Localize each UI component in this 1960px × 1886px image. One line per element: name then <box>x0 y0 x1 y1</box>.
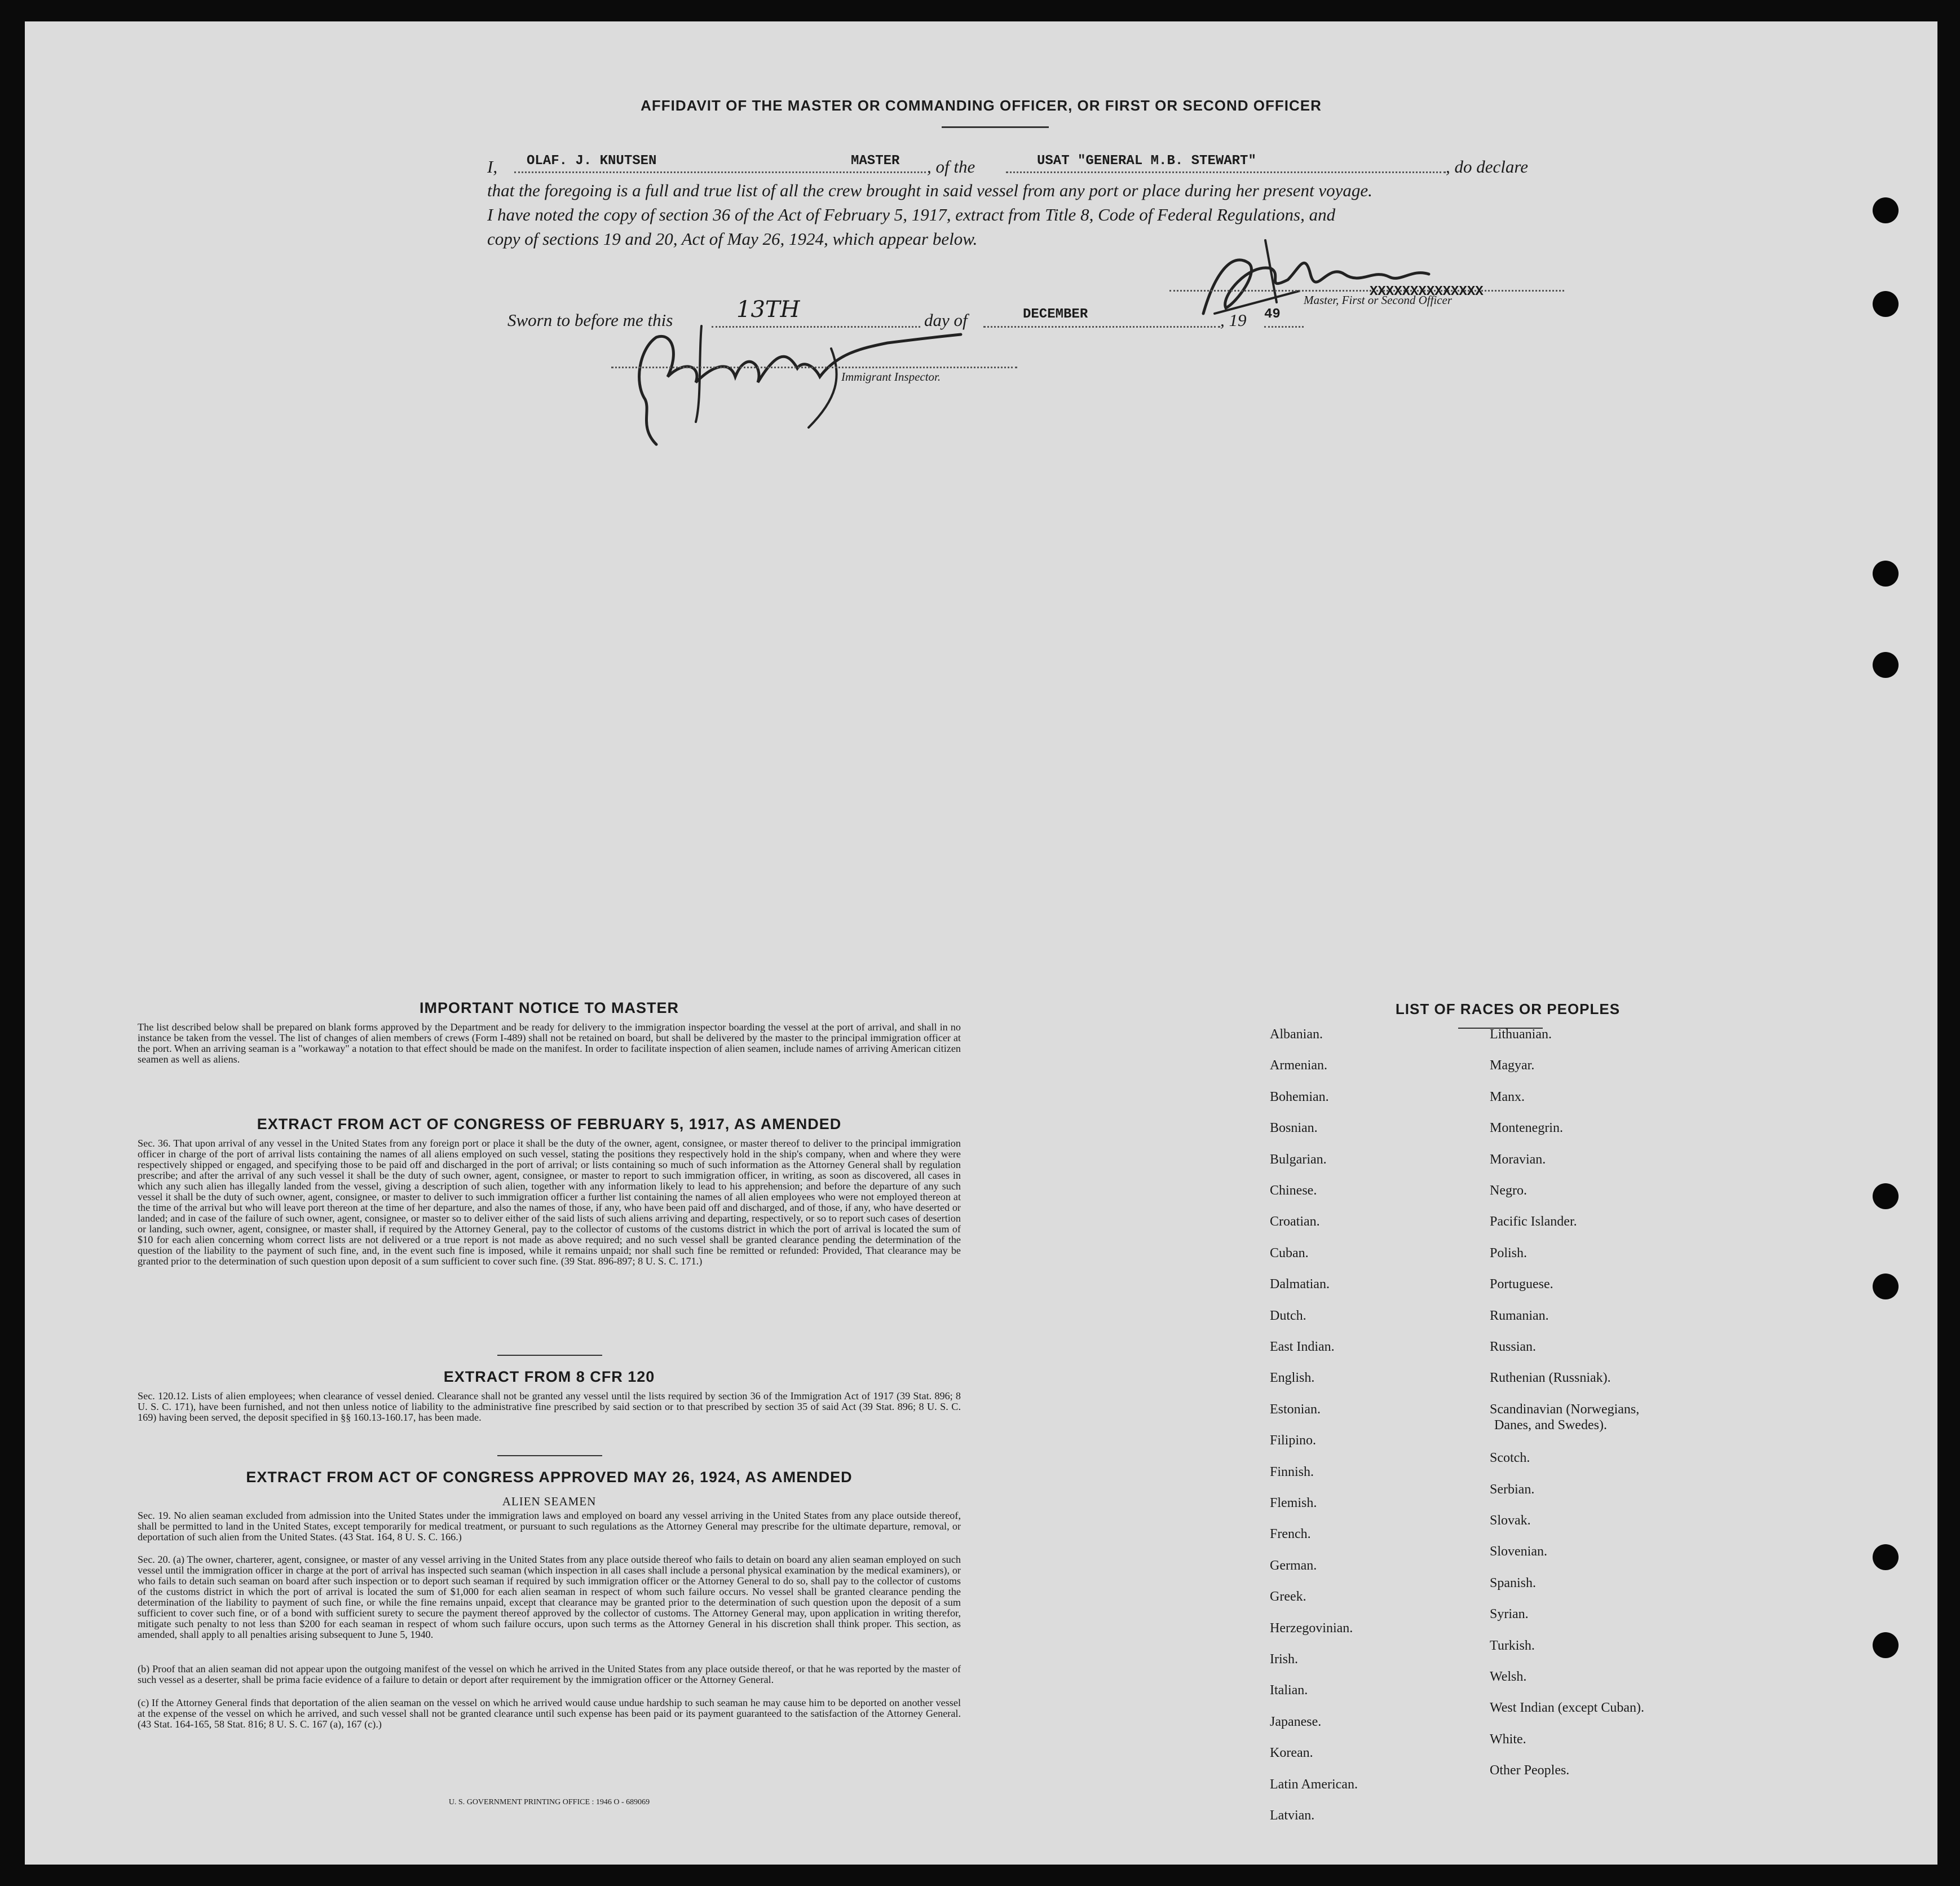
race-item: Bulgarian. <box>1270 1152 1327 1167</box>
declaration-line-3: copy of sections 19 and 20, Act of May 26, 1924, which appear below. <box>487 229 978 249</box>
race-item: Spanish. <box>1490 1575 1537 1590</box>
race-item: French. <box>1270 1527 1311 1542</box>
affidavit-title: AFFIDAVIT OF THE MASTER OR COMMANDING OFFICER, OR FIRST OR SECOND OFFICER <box>641 97 1322 114</box>
sworn-text: Sworn to before me this <box>507 310 673 330</box>
race-item: Italian. <box>1270 1683 1308 1698</box>
races-title: LIST OF RACES OR PEOPLES <box>1395 1001 1621 1017</box>
cfr-title: EXTRACT FROM 8 CFR 120 <box>443 1368 655 1385</box>
punch-hole <box>1873 1544 1899 1570</box>
race-item: Japanese. <box>1270 1714 1322 1729</box>
title-divider <box>942 126 1049 128</box>
race-item: White. <box>1490 1731 1526 1747</box>
race-item: Herzegovinian. <box>1270 1620 1353 1636</box>
notice-to-master-text: The list described below shall be prepared on blank forms approved by the Department and be ready for delivery to the immigration inspector boarding the vessel at the port of arrival, and shall in no instance be taken from the vessel. The list of changes of alien members of crews (Form I-489) shall not be retained on board, but shall be delivered by the master to the principal immigration officer at the port. When an arriving seaman is a "workaway" a notation to that effect should be made on the manifest. In order to facilitate inspection of alien seamen, include names of arriving American citizen seamen as well as aliens. <box>138 1021 961 1065</box>
punch-hole <box>1873 1274 1899 1299</box>
race-item: Turkish. <box>1490 1638 1535 1653</box>
act-1924-title: EXTRACT FROM ACT OF CONGRESS APPROVED MAY 26, 1924, AS AMENDED <box>246 1469 853 1486</box>
sec-19-text: Sec. 19. No alien seaman excluded from admission into the United States under the immigration laws and employed on board any vessel arriving in the United States from any place outside thereof, shall be permitted to land in the United States, except temporarily for medical treatment, or pursuant to such regulations as the Attorney General may prescribe for the ultimate departure, removal, or deportation of such alien from the United States. (43 Stat. 164, 8 U. S. C. 166.) <box>138 1510 961 1543</box>
race-item: Magyar. <box>1490 1058 1535 1073</box>
race-item: Russian. <box>1490 1339 1537 1354</box>
alien-seamen-heading: ALIEN SEAMEN <box>502 1495 597 1508</box>
sec-20b-text: (b) Proof that an alien seaman did not appear upon the outgoing manifest of the vessel on which he arrived in the United States from any place outside thereof, or that he was reported by the master of such vessel as a deserter, shall be prima facie evidence of a failure to detain or deport after requirement by the immigration officer or the Attorney General. <box>138 1663 961 1685</box>
master-name: OLAF. J. KNUTSEN <box>527 153 657 169</box>
vessel-line <box>1006 171 1446 173</box>
year-line <box>1264 326 1304 328</box>
race-item: Estonian. <box>1270 1402 1321 1417</box>
punch-hole <box>1873 197 1899 223</box>
notice-to-master-title: IMPORTANT NOTICE TO MASTER <box>420 999 679 1016</box>
struck-out-text: XXXXXXXXXXXXXX <box>1370 284 1484 299</box>
race-item: East Indian. <box>1270 1339 1335 1354</box>
punch-hole <box>1873 1183 1899 1209</box>
race-item: Chinese. <box>1270 1183 1317 1198</box>
race-item: Bohemian. <box>1270 1089 1329 1104</box>
race-item: Flemish. <box>1270 1496 1317 1510</box>
race-item: Syrian. <box>1490 1607 1529 1622</box>
race-item: German. <box>1270 1558 1317 1573</box>
vessel-name: USAT "GENERAL M.B. STEWART" <box>1037 153 1256 169</box>
race-item: Filipino. <box>1270 1433 1317 1448</box>
inspector-signature <box>617 315 1012 456</box>
race-item: Armenian. <box>1270 1058 1327 1073</box>
race-item: Slovenian. <box>1490 1544 1547 1559</box>
sworn-month: DECEMBER <box>1023 307 1088 322</box>
race-item: Dalmatian. <box>1270 1277 1330 1292</box>
act-1917-text: Sec. 36. That upon arrival of any vessel in the United States from any foreign port or place it shall be the duty of the owner, agent, consignee, or master thereof to deliver to the principal immigration officer in charge of the port of arrival lists containing the names of all aliens employed on such vessel, stating the positions they respectively hold in the ship's company, when and where they were respectively shipped or engaged, and specifying those to be paid off and discharged in the port of arrival; or lists containing so much of such information as the Attorney General shall by regulation prescribe; and after the arrival of any such vessel it shall be the duty of such owner, agent, consignee, or master to report to such immigration officer, in writing, as soon as discovered, all cases in which any such alien has illegally landed from the vessel, giving a description of such alien, together with any information likely to lead to his apprehension; and before the departure of any such vessel it shall be the duty of such owner, agent, consignee, or master to deliver to such immigration officer a further list containing the names of all alien employees who were not employed thereon at the time of the arrival but who will leave port thereon at the time of her departure, and also the names of those, if any, who have been paid off and discharged, and of those, if any, who have deserted or landed; and in case of the failure of such owner, agent, consignee, or master so to deliver either of the said lists of such aliens arriving and departing, respectively, or so to report such cases of desertion or landing, such owner, agent, consignee, or master shall, if required by the Attorney General, pay to the collector of customs of the customs district in which the port of arrival is located the sum of $10 for each alien concerning whom correct lists are not delivered or a true report is not made as above required; and no such vessel shall be granted clearance pending the determination of the question of the liability to the payment of such fine, and, in the event such fine is imposed, while it remains unpaid; nor shall such fine be remitted or refunded: Provided, That clearance may be granted prior to the determination of such question upon deposit of a sum sufficient to cover such fine. (39 Stat. 896-897; 8 U. S. C. 171.) <box>138 1138 961 1267</box>
race-item: Latin American. <box>1270 1777 1358 1792</box>
declaration-line-1: that the foregoing is a full and true list of all the crew brought in said vessel from any port or place during her present voyage. <box>487 180 1372 200</box>
race-item: Manx. <box>1490 1089 1525 1104</box>
inspector-signature-line <box>611 367 1017 368</box>
race-item: Irish. <box>1270 1652 1298 1667</box>
do-declare-text: , do declare <box>1446 157 1529 177</box>
year-prefix: , 19 <box>1220 310 1247 330</box>
race-item: Cuban. <box>1270 1245 1309 1261</box>
divider <box>497 1355 602 1356</box>
sworn-year: 49 <box>1264 307 1281 322</box>
race-item: Slovak. <box>1490 1513 1531 1528</box>
declaration-line-2: I have noted the copy of section 36 of the Act of February 5, 1917, extract from Title 8, Code of Federal Regulations, and <box>487 205 1336 224</box>
race-item: West Indian (except Cuban). <box>1490 1700 1644 1716</box>
inspector-caption: Immigrant Inspector. <box>841 370 941 384</box>
sworn-day: 13TH <box>736 297 800 323</box>
race-item: Dutch. <box>1270 1308 1306 1323</box>
race-item: Bosnian. <box>1270 1121 1318 1136</box>
master-rank: MASTER <box>851 153 900 169</box>
master-signature-line <box>1169 290 1564 292</box>
race-item: Greek. <box>1270 1589 1306 1605</box>
race-item: English. <box>1270 1371 1315 1386</box>
pronoun: I, <box>487 157 498 177</box>
race-item: Rumanian. <box>1490 1308 1549 1323</box>
race-item: Negro. <box>1490 1183 1527 1198</box>
punch-hole <box>1873 652 1899 678</box>
race-item: Croatian. <box>1270 1214 1320 1230</box>
punch-hole <box>1873 561 1899 587</box>
race-item: Moravian. <box>1490 1152 1546 1167</box>
master-caption: Master, First or Second Officer <box>1304 293 1453 307</box>
race-item: Lithuanian. <box>1490 1027 1552 1042</box>
race-item: Latvian. <box>1270 1808 1315 1823</box>
divider <box>497 1455 602 1456</box>
act-1917-title: EXTRACT FROM ACT OF CONGRESS OF FEBRUARY 5, 1917, AS AMENDED <box>257 1116 842 1133</box>
race-item: Montenegrin. <box>1490 1121 1563 1136</box>
race-item: Scotch. <box>1490 1451 1530 1466</box>
race-item: Korean. <box>1270 1746 1313 1761</box>
race-item: Polish. <box>1490 1245 1528 1261</box>
race-item: Ruthenian (Russniak). <box>1490 1371 1611 1386</box>
race-item: Scandinavian (Norwegians, <box>1490 1402 1640 1417</box>
race-item: Other Peoples. <box>1490 1763 1570 1778</box>
printer-imprint: U. S. GOVERNMENT PRINTING OFFICE : 1946 O - 689069 <box>448 1798 650 1806</box>
race-item: Finnish. <box>1270 1464 1314 1479</box>
race-item: Portuguese. <box>1490 1277 1553 1292</box>
race-item: Pacific Islander. <box>1490 1214 1577 1230</box>
day-of-text: day of <box>924 310 968 330</box>
race-item: Serbian. <box>1490 1482 1535 1497</box>
sec-20a-text: Sec. 20. (a) The owner, charterer, agent, consignee, or master of any vessel arriving in the United States from any place outside thereof who fails to detain on board any alien seaman employed on such vessel until the immigration officer in charge at the port of arrival has inspected such seaman (which inspection in all cases shall include a personal physical examination by the medical examiners), or who fails to detain such seaman on board after such inspection or to deport such seaman if required by such immigration officer or the Attorney General to do so, shall pay to the collector of customs of the customs district in which the port of arrival is located the sum of $1,000 for each alien seaman in respect of whom such failure occurs. No vessel shall be granted clearance pending the determination of the liability to payment of such fine, or while the fine remains unpaid, except that clearance may be granted prior to the determination of such question upon the deposit of a sum sufficient to cover such fine, or of a bond with sufficient surety to secure the payment thereof approved by the collector of customs. The Attorney General may, upon application in writing therefor, mitigate such penalty to not less than $200 for each seaman in respect of whom such failure occurs, upon such terms as the Attorney General in his discretion shall think proper. This section, as amended, shall apply to all penalties arising subsequent to June 5, 1940. <box>138 1554 961 1640</box>
race-item: Welsh. <box>1490 1669 1527 1684</box>
race-item: Danes, and Swedes). <box>1494 1417 1607 1433</box>
month-line <box>983 326 1220 328</box>
race-item: Albanian. <box>1270 1027 1323 1042</box>
name-line <box>514 171 926 173</box>
sec-20c-text: (c) If the Attorney General finds that deportation of the alien seaman on the vessel on which he arrived would cause undue hardship to such seaman he may cause him to be deported on another vessel at the expense of the vessel on which he arrived, and such vessel shall not be granted clearance until such expense has been paid or its payment guaranteed to the satisfaction of the Attorney General. (43 Stat. 164-165, 58 Stat. 816; 8 U. S. C. 167 (a), 167 (c).) <box>138 1697 961 1730</box>
form-page <box>25 21 1937 1865</box>
punch-hole <box>1873 291 1899 317</box>
cfr-text: Sec. 120.12. Lists of alien employees; when clearance of vessel denied. Clearance shall not be granted any vessel until the lists required by section 36 of the Immigration Act of 1917 (39 Stat. 896; 8 U. S. C. 171), have been furnished, and not then unless notice of liability to the administrative fine prescribed by said section or to that prescribed by section 35 of said Act (39 Stat. 896; 8 U. S. C. 169) having been served, the deposit specified in §§ 160.13-160.17, has been made. <box>138 1390 961 1423</box>
of-the-text: , of the <box>927 157 975 177</box>
punch-hole <box>1873 1632 1899 1658</box>
